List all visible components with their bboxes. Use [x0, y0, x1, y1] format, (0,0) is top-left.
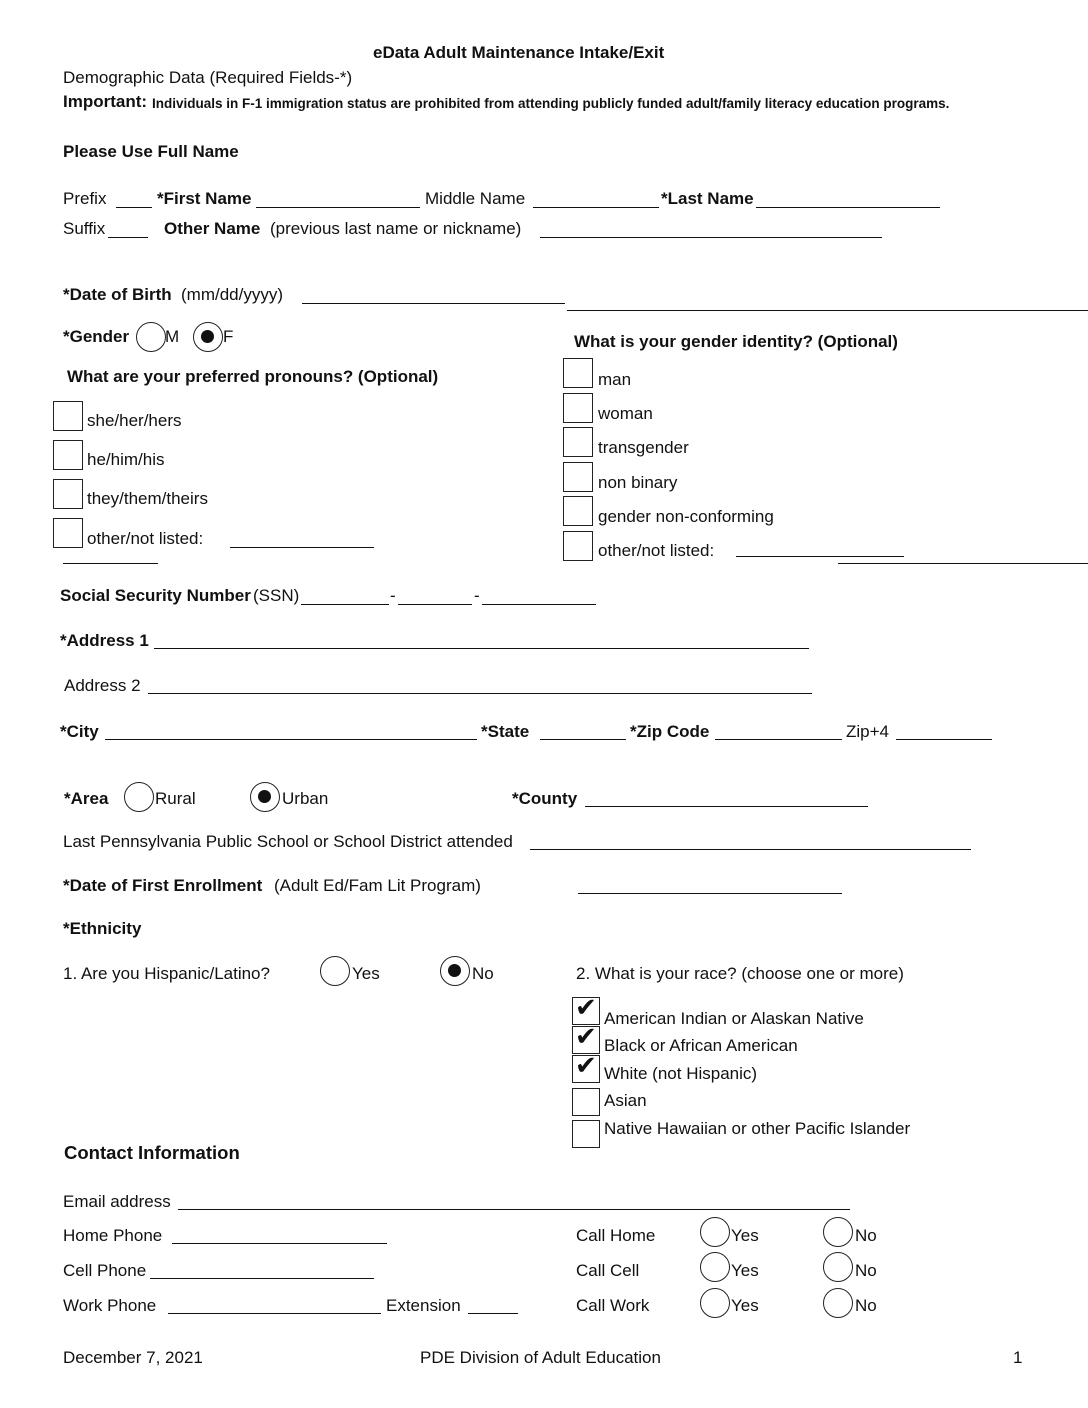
identity-man-checkbox[interactable] — [563, 358, 593, 388]
important-notice: Individuals in F-1 immigration status are prohibited from attending publicly funded adult/family literacy education programs. — [152, 96, 950, 111]
ssn-part2-field[interactable] — [398, 604, 472, 605]
enrollment-note: (Adult Ed/Fam Lit Program) — [274, 876, 481, 895]
identity-woman-label: woman — [598, 404, 653, 423]
work-phone-field[interactable] — [168, 1313, 381, 1314]
hispanic-yes-label: Yes — [352, 964, 380, 983]
call-cell-yes-label: Yes — [731, 1261, 759, 1280]
school-label: Last Pennsylvania Public School or School District attended — [63, 832, 513, 851]
call-cell-label: Call Cell — [576, 1261, 640, 1280]
address2-field[interactable] — [148, 693, 812, 694]
suffix-field[interactable] — [108, 237, 148, 238]
ethnicity-label: *Ethnicity — [63, 919, 142, 938]
ssn-dash-2: - — [474, 586, 480, 605]
footer-division: PDE Division of Adult Education — [420, 1348, 661, 1367]
race-american-indian-label: American Indian or Alaskan Native — [604, 1009, 864, 1028]
gender-m-radio[interactable] — [136, 322, 166, 352]
area-urban-radio[interactable] — [250, 782, 280, 812]
home-phone-field[interactable] — [172, 1243, 387, 1244]
identity-nonconforming-label: gender non-conforming — [598, 507, 774, 526]
ssn-note: (SSN) — [253, 586, 300, 605]
pronoun-he-checkbox[interactable] — [53, 440, 83, 470]
city-label: *City — [60, 722, 99, 741]
identity-other-checkbox[interactable] — [563, 531, 593, 561]
prefix-label: Prefix — [63, 189, 107, 208]
first-name-label: *First Name — [157, 189, 252, 208]
race-white-label: White (not Hispanic) — [604, 1064, 758, 1083]
zip4-label: Zip+4 — [846, 722, 889, 741]
race-hawaiian-label: Native Hawaiian or other Pacific Islander — [604, 1119, 911, 1138]
call-work-yes-radio[interactable] — [700, 1288, 730, 1318]
form-title: eData Adult Maintenance Intake/Exit — [373, 43, 665, 62]
dob-field[interactable] — [302, 303, 565, 304]
section-divider-left — [63, 563, 158, 564]
dob-label: *Date of Birth — [63, 285, 172, 304]
call-home-label: Call Home — [576, 1226, 656, 1245]
call-cell-no-radio[interactable] — [823, 1252, 853, 1282]
city-field[interactable] — [105, 739, 477, 740]
call-cell-no-label: No — [855, 1261, 877, 1280]
prefix-field[interactable] — [116, 207, 152, 208]
hispanic-yes-radio[interactable] — [320, 956, 350, 986]
other-name-field[interactable] — [540, 237, 882, 238]
identity-other-label: other/not listed: — [598, 541, 715, 560]
identity-woman-checkbox[interactable] — [563, 393, 593, 423]
last-name-field[interactable] — [756, 207, 940, 208]
race-hawaiian-checkbox[interactable] — [572, 1120, 600, 1148]
gender-m-label: M — [165, 327, 180, 346]
ssn-part1-field[interactable] — [301, 604, 389, 605]
area-label: *Area — [64, 789, 109, 808]
pronoun-other-checkbox[interactable] — [53, 518, 83, 548]
gender-f-radio[interactable] — [193, 322, 223, 352]
gender-f-label: F — [223, 327, 234, 346]
call-cell-yes-radio[interactable] — [700, 1252, 730, 1282]
identity-nonbinary-label: non binary — [598, 473, 678, 492]
address2-label: Address 2 — [64, 676, 141, 695]
email-field[interactable] — [178, 1209, 850, 1210]
identity-other-field[interactable] — [736, 556, 904, 557]
extension-field[interactable] — [468, 1313, 518, 1314]
call-work-label: Call Work — [576, 1296, 650, 1315]
school-field[interactable] — [530, 849, 971, 850]
important-label: Important: — [63, 92, 148, 111]
work-phone-label: Work Phone — [63, 1296, 157, 1315]
identity-nonbinary-checkbox[interactable] — [563, 462, 593, 492]
hispanic-question: 1. Are you Hispanic/Latino? — [63, 964, 270, 983]
area-urban-label: Urban — [282, 789, 329, 808]
race-white-checkbox[interactable] — [572, 1050, 600, 1083]
home-phone-label: Home Phone — [63, 1226, 163, 1245]
gender-label: *Gender — [63, 327, 130, 346]
zip4-field[interactable] — [896, 739, 992, 740]
footer-page-number: 1 — [1013, 1348, 1023, 1367]
extension-label: Extension — [386, 1296, 461, 1315]
ssn-label: Social Security Number — [60, 586, 251, 605]
identity-transgender-checkbox[interactable] — [563, 427, 593, 457]
race-asian-checkbox[interactable] — [572, 1088, 600, 1116]
checkmark-icon: ✔ — [575, 992, 597, 1022]
zip-field[interactable] — [715, 739, 842, 740]
footer-date: December 7, 2021 — [63, 1348, 203, 1367]
pronoun-she-checkbox[interactable] — [53, 401, 83, 431]
call-work-yes-label: Yes — [731, 1296, 759, 1315]
cell-phone-field[interactable] — [150, 1278, 374, 1279]
race-asian-label: Asian — [604, 1091, 647, 1110]
name-heading: Please Use Full Name — [63, 142, 239, 161]
call-home-no-radio[interactable] — [823, 1217, 853, 1247]
email-label: Email address — [63, 1192, 171, 1211]
enrollment-label: *Date of First Enrollment — [63, 876, 263, 895]
hispanic-no-label: No — [472, 964, 494, 983]
suffix-label: Suffix — [63, 219, 106, 238]
pronouns-heading: What are your preferred pronouns? (Optional) — [67, 367, 439, 386]
demographic-heading: Demographic Data (Required Fields-*) — [63, 68, 353, 87]
cell-phone-label: Cell Phone — [63, 1261, 147, 1280]
call-home-yes-label: Yes — [731, 1226, 759, 1245]
call-work-no-label: No — [855, 1296, 877, 1315]
call-home-yes-radio[interactable] — [700, 1217, 730, 1247]
other-name-note: (previous last name or nickname) — [270, 219, 522, 238]
ssn-part3-field[interactable] — [482, 604, 596, 605]
pronoun-other-label: other/not listed: — [87, 529, 204, 548]
enrollment-field[interactable] — [578, 893, 842, 894]
call-home-no-label: No — [855, 1226, 877, 1245]
identity-nonconforming-checkbox[interactable] — [563, 496, 593, 526]
identity-transgender-label: transgender — [598, 438, 689, 457]
hispanic-no-radio[interactable] — [440, 956, 470, 986]
section-divider-right — [838, 563, 1088, 564]
area-rural-label: Rural — [155, 789, 196, 808]
dob-format: (mm/dd/yyyy) — [181, 285, 283, 304]
area-rural-radio[interactable] — [124, 782, 154, 812]
checkmark-icon: ✔ — [575, 1021, 597, 1051]
address1-field[interactable] — [154, 648, 809, 649]
race-black-label: Black or African American — [604, 1036, 798, 1055]
race-question: 2. What is your race? (choose one or more) — [576, 964, 904, 983]
checkmark-icon: ✔ — [575, 1050, 597, 1080]
call-work-no-radio[interactable] — [823, 1288, 853, 1318]
pronoun-she-label: she/her/hers — [87, 411, 182, 430]
ssn-dash-1: - — [390, 586, 396, 605]
other-name-label: Other Name — [164, 219, 261, 238]
county-field[interactable] — [585, 806, 868, 807]
pronoun-other-field[interactable] — [230, 547, 374, 548]
pronoun-they-label: they/them/theirs — [87, 489, 208, 508]
address1-label: *Address 1 — [60, 631, 149, 650]
state-label: *State — [481, 722, 530, 741]
pronoun-he-label: he/him/his — [87, 450, 165, 469]
gender-identity-heading: What is your gender identity? (Optional) — [574, 332, 898, 351]
middle-name-label: Middle Name — [425, 189, 526, 208]
middle-name-field[interactable] — [533, 207, 659, 208]
zip-label: *Zip Code — [630, 722, 710, 741]
section-divider — [567, 310, 1088, 311]
last-name-label: *Last Name — [661, 189, 754, 208]
state-field[interactable] — [540, 739, 626, 740]
county-label: *County — [512, 789, 578, 808]
identity-man-label: man — [598, 370, 632, 389]
contact-heading: Contact Information — [64, 1142, 240, 1163]
pronoun-they-checkbox[interactable] — [53, 479, 83, 509]
first-name-field[interactable] — [256, 207, 420, 208]
